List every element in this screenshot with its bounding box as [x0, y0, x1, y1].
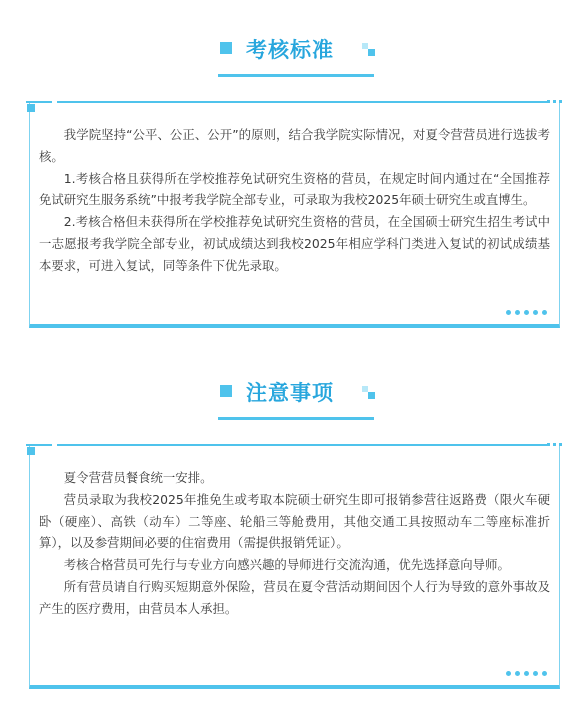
paragraph: 2.考核合格但未获得所在学校推荐免试研究生资格的营员，在全国硕士研究生招生考试中一志愿报考我学院全部专业，初试成绩达到我校2025年相应学科门类进入复试的初试成绩基本要求，可进入复试，同等条件下优先录取。 [39, 214, 550, 273]
title-left-square-icon [220, 42, 232, 54]
assessment-card [29, 101, 560, 328]
paragraph: 1.考核合格且获得所在学校推荐免试研究生资格的营员，在规定时间内通过在“全国推荐免试研究生服务系统”中报考我学院全部专业，可录取为我校2025年硕士研究生或直博生。 [39, 170, 550, 208]
title-right-square-icon [368, 49, 375, 56]
card-top-line-right [57, 101, 547, 103]
notices-card [29, 444, 560, 689]
card-corner-square-icon [27, 447, 35, 455]
card-top-line-right [57, 444, 547, 446]
notices-text [39, 467, 550, 620]
paragraph: 所有营员请自行购买短期意外保险，营员在夏令营活动期间因个人行为导致的意外事故及产生的医疗费用，由营员本人承担。 [39, 578, 550, 616]
card-top-dots-icon [547, 443, 562, 446]
card-top-dots-icon [547, 100, 562, 103]
title-underline [218, 74, 374, 77]
card-dots-icon [506, 310, 547, 315]
paragraph: 考核合格营员可先行与专业方向感兴趣的导师进行交流沟通，优先选择意向导师。 [63, 557, 510, 573]
section-title-notices: 注意事项 [246, 381, 334, 405]
paragraph: 营员录取为我校2025年推免生或考取本院硕士研究生即可报销参营往返路费（限火车硬卧（硬座）、高铁（动车）二等座、轮船三等舱费用，其他交通工具按照动车二等座标准折算），以及参营期间必要的住宿费用（需提供报销凭证）。 [39, 491, 550, 551]
title-right-square-icon [368, 392, 375, 399]
card-corner-square-icon [27, 104, 35, 112]
section-header-notices [0, 373, 579, 433]
section-title-assessment: 考核标准 [246, 38, 334, 62]
title-underline [218, 417, 374, 420]
card-top-line [26, 101, 52, 103]
paragraph: 我学院坚持“公平、公正、公开”的原则，结合我学院实际情况，对夏令营营员进行选拔考核。 [39, 127, 550, 164]
title-left-square-icon [220, 385, 232, 397]
assessment-text [39, 124, 550, 277]
paragraph: 夏令营营员餐食统一安排。 [63, 470, 213, 485]
section-header-assessment [0, 30, 579, 90]
card-dots-icon [506, 671, 547, 676]
card-top-line [26, 444, 52, 446]
